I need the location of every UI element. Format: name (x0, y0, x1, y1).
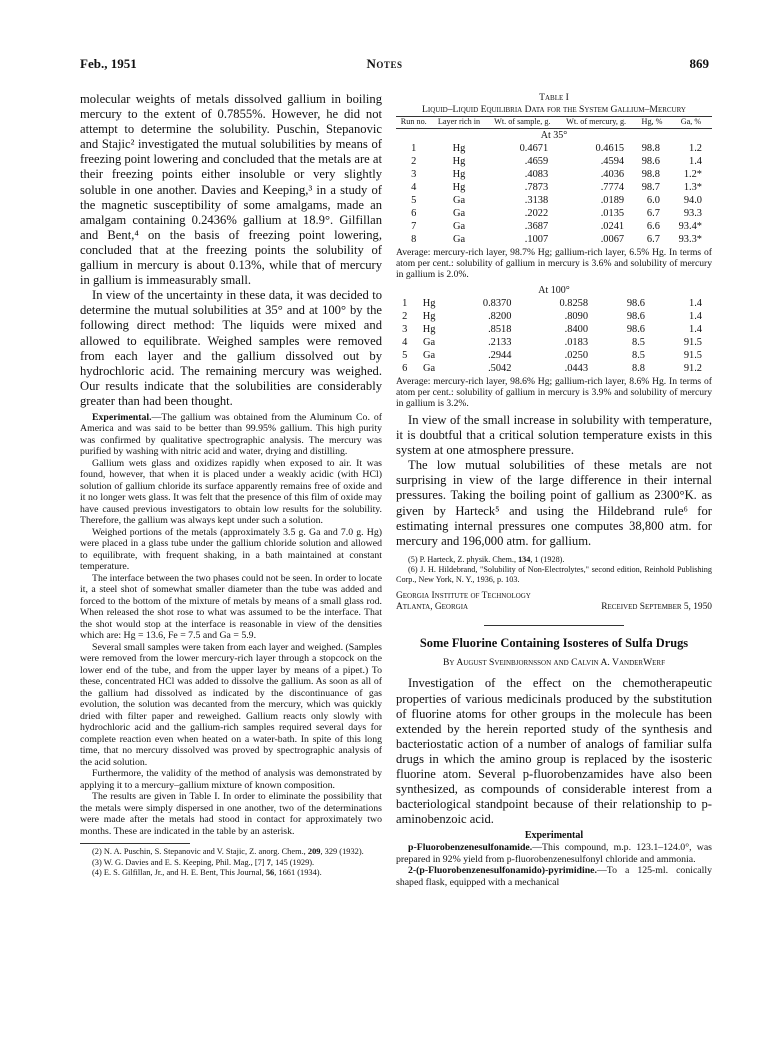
table-cell: .5042 (488, 363, 512, 374)
right-column (396, 92, 712, 888)
table-cell: 5 (411, 195, 417, 206)
table-cell: .0183 (564, 337, 589, 348)
table-header: Layer rich in (437, 117, 481, 126)
table-section-heading: At 35° (540, 130, 568, 141)
table-cell: 93.3 (683, 208, 702, 219)
table-cell: 98.6 (626, 311, 645, 322)
table-cell: .4594 (600, 156, 625, 167)
table-section-heading: At 100° (538, 285, 570, 296)
table-cell: 0.8258 (559, 298, 589, 309)
table-cell: .8200 (488, 311, 512, 322)
experimental-paragraph: Gallium wets glass and oxidizes rapidly when exposed to air. It was found, however, that when it is placed under a weakly acidic (with HCl) solution of gallium chloride its surface apparently remains free of oxide and it no longer wets glass. It was felt that the presence of this film of oxide may have caused previous investigators to obtain low results for the solubility. Therefore, the gallium was always kept under such a solution. (80, 457, 382, 527)
table-cell: .1007 (524, 234, 549, 245)
table-cell: .4036 (600, 169, 625, 180)
table-cell: 6 (402, 363, 408, 374)
table-row (396, 155, 712, 168)
table-row (396, 297, 712, 310)
table-row (396, 220, 712, 233)
footnote: (5) P. Harteck, Z. physik. Chem., 134, 1 (1928). (408, 554, 565, 564)
city: Atlanta, Georgia (396, 602, 469, 613)
table-cell: .4659 (524, 156, 549, 167)
table-cell: .2022 (524, 208, 549, 219)
solubility-table (396, 116, 712, 246)
table-cell: 91.5 (683, 350, 702, 361)
table-cell: 1.3* (683, 182, 702, 193)
footnote: (3) W. G. Davies and E. S. Keeping, Phil. Mag., [7] 7, 145 (1929). (92, 857, 315, 867)
table-cell: 98.8 (641, 169, 660, 180)
compound-paragraph: 2-(p-Fluorobenzenesulfonamido)-pyrimidine.—To a 125-ml. conically shaped flask, equipped with a mechanical (396, 865, 712, 888)
table-cell: 1.4 (689, 156, 702, 167)
article-byline: By August Sveinbjornsson and Calvin A. VanderWerf (443, 657, 665, 669)
table-cell: .0250 (564, 350, 589, 361)
table-row (396, 181, 712, 194)
compound-name: 2-(p-Fluorobenzenesulfonamido)-pyrimidine. (408, 865, 597, 877)
table-cell: .4083 (524, 169, 549, 180)
table-cell: 1 (411, 143, 417, 154)
table-cell: 98.6 (626, 298, 645, 309)
table-cell: Hg (422, 324, 436, 335)
table-cell: 7 (411, 221, 417, 232)
table-caption: Liquid–Liquid Equilibria Data for the System Gallium–Mercury (422, 104, 686, 115)
table-cell: 6.0 (646, 195, 660, 206)
table-cell: .3138 (524, 195, 549, 206)
table-cell: 2 (411, 156, 417, 167)
table-cell: 3 (411, 169, 417, 180)
table-cell: 3 (402, 324, 408, 335)
table-cell: Hg (422, 311, 436, 322)
table-cell: Ga (452, 221, 466, 232)
table-cell: .7873 (524, 182, 549, 193)
table-cell: 4 (402, 337, 408, 348)
table-row (396, 310, 712, 323)
experimental-paragraph: The results are given in Table I. In order to eliminate the possibility that the metals were simply dispersed in one another, two of the determinations were made after the metals had stood in contact for approximately two months. These are indicated in the table by an asterisk. (80, 791, 382, 837)
table-average-note: Average: mercury-rich layer, 98.6% Hg; gallium-rich layer, 8.6% Hg. In terms of atom per cent.: solubility of gallium in mercury is 3.9% and solubility of mercury in gallium is 3.2%. (396, 376, 712, 409)
solubility-table-continued (396, 284, 712, 375)
running-head-date: Feb., 1951 (80, 56, 137, 71)
table-row (396, 168, 712, 181)
table-row (396, 207, 712, 220)
table-cell: .8400 (564, 324, 589, 335)
table-cell: 1.4 (689, 298, 702, 309)
intro-paragraph: molecular weights of metals dissolved gallium in boiling mercury to the extent of 0.7855%. However, he did not attempt to determine the solubility. Puschin, Stepanovic and Stajic² investigated the mutual solubilities by means of freezing point lowering and concluded that the metals are at their freezing points either insoluble or very slightly soluble in one another. Davies and Keeping,³ in a study of the magnetic susceptibility of some amalgams, made an amalgam containing 0.2436% gallium at 18.9°. Gilfillan and Bent,⁴ on the basis of freezing point lowering, concluded that at the freezing points the solubility of gallium in mercury is about 0.13%, while that of mercury in gallium is immeasurably small. (80, 92, 382, 288)
table-cell: 91.2 (683, 363, 702, 374)
left-column (80, 92, 382, 878)
footnote: (6) J. H. Hildebrand, "Solubility of Non-Electrolytes," second edition, Reinhold Publishing Corp., New York, N. Y., 1936, p. 103. (396, 565, 712, 585)
experimental-paragraph: The interface between the two phases could not be seen. In order to locate it, a steel shot of somewhat smaller diameter than the tube was added and forced to the bottom of the mixture of metals by means of a small glass rod. When released the shot rose to what was assumed to be the interface. That the shot would stop at the interface is reasonable in view of the densities which are: Hg = 13.6, Fe = 7.5 and Ga = 5.9. (80, 572, 382, 642)
table-cell: 8 (411, 234, 417, 245)
table-header-row (396, 117, 712, 129)
experimental-paragraph: Several small samples were taken from each layer and weighed. (Samples were removed from the lower mercury-rich layer through a stopcock on the lower end of the tube, and from the upper layer by means of a pipet.) To these, concentrated HCl was added to dissolve the gallium. As soon as all of the gallium had dissolved as indicated by the discontinuance of gas evolution, the solution was decanted from the mercury, which was quickly dried with filter paper and reweighed. Gallium reacts only slowly with hydrochloric acid and the gallium-rich samples required several days for complete reaction even when heated on a water-bath. In spite of this long time, that no mercury dissolved was proved by spectrographic analysis of the acid solution. (80, 641, 382, 768)
table-row (396, 194, 712, 207)
table-cell: 1.4 (689, 311, 702, 322)
table-cell: 6.6 (646, 221, 660, 232)
table-cell: .2944 (488, 350, 512, 361)
table-label: Table I (539, 92, 569, 103)
table-cell: 8.5 (632, 337, 645, 348)
table-cell: 93.3* (678, 234, 702, 245)
table-header: Hg, % (641, 117, 663, 126)
compound-name: p-Fluorobenzenesulfonamide. (408, 842, 533, 854)
table-cell: .8090 (564, 311, 589, 322)
table-cell: .3687 (524, 221, 549, 232)
table-cell: 98.6 (626, 324, 645, 335)
table-cell: 91.5 (683, 337, 702, 348)
table-cell: Ga (452, 208, 466, 219)
footnote: (2) N. A. Puschin, S. Stepanovic and V. Stajic, Z. anorg. Chem., 209, 329 (1932). (92, 847, 364, 857)
received-date: Received September 5, 1950 (601, 602, 712, 613)
table-cell: 6.7 (646, 234, 660, 245)
table-cell: 94.0 (683, 195, 702, 206)
table-cell: .8518 (488, 324, 512, 335)
compound-paragraph: p-Fluorobenzenesulfonamide.—This compound, m.p. 123.1–124.0°, was prepared in 92% yield from p-fluorobenzenesulfonyl chloride and ammonia. (396, 842, 712, 865)
article-intro-paragraph: Investigation of the effect on the chemotherapeutic properties of various medicinals produced by the substitution of fluorine atoms for other groups in the molecule has been extended by the herein reported study of the synthesis and bacteriostatic action of a number of analogs of familiar sulfa drugs in which the amino group is replaced by the isosteric fluorine atom. Several p-fluorobenzamides have also been synthesized, as compounds of considerable interest from a bacteriological standpoint because of their relationship to p-aminobenzoic acid. (396, 676, 712, 827)
table-header: Wt. of mercury, g. (566, 117, 627, 126)
table-cell: 1.4 (689, 324, 702, 335)
table-cell: 0.4615 (595, 143, 625, 154)
table-cell: Hg (452, 182, 466, 193)
experimental-paragraph: Furthermore, the validity of the method of analysis was demonstrated by applying it to a mercury–gallium mixture of known composition. (80, 768, 382, 791)
table-section-35 (396, 129, 712, 247)
table-cell: Ga (423, 350, 436, 361)
table-row (396, 362, 712, 375)
table-cell: 4 (411, 182, 417, 193)
affiliation-row (396, 602, 712, 613)
experimental-heading: Experimental (524, 830, 584, 842)
table-cell: 0.8370 (482, 298, 512, 309)
table-cell: .7774 (600, 182, 625, 193)
table-cell: 6 (411, 208, 417, 219)
right-footnotes (396, 555, 712, 586)
table-cell: Hg (452, 169, 466, 180)
table-cell: 5 (402, 350, 408, 361)
table-cell: 1.2* (683, 169, 702, 180)
table-header: Ga, % (680, 117, 702, 126)
table-cell: .2133 (488, 337, 512, 348)
table-row (396, 323, 712, 336)
table-header: Wt. of sample, g. (494, 117, 551, 126)
table-cell: 93.4* (678, 221, 702, 232)
table-cell: .0443 (564, 363, 589, 374)
discussion-paragraph: In view of the small increase in solubility with temperature, it is doubtful that a critical solution temperature exists in this system at one atmosphere pressure. (396, 413, 712, 458)
table-header: Run no. (400, 117, 427, 126)
table-cell: .0241 (600, 221, 625, 232)
table-cell: 98.8 (641, 143, 660, 154)
table-row (396, 142, 712, 155)
table-cell: Ga (452, 195, 466, 206)
table-cell: 98.6 (641, 156, 660, 167)
table-average-note: Average: mercury-rich layer, 98.7% Hg; gallium-rich layer, 6.5% Hg. In terms of atom per cent.: solubility of gallium in mercury is 3.6% and solubility of mercury in gallium is 2.0%. (396, 247, 712, 280)
experimental-paragraph: Weighed portions of the metals (approximately 3.5 g. Ga and 7.0 g. Hg) were placed in a glass tube under the gallium chloride solution and allowed to equilibrate, with frequent shaking, in a bath maintained at constant temperature. (80, 526, 382, 573)
experimental-paragraph (80, 412, 382, 458)
table-cell: .0067 (600, 234, 625, 245)
table-cell: Ga (423, 337, 436, 348)
table-cell: .0189 (600, 195, 625, 206)
table-cell: Hg (452, 156, 466, 167)
table-cell: Ga (452, 234, 466, 245)
table-cell: 8.5 (632, 350, 645, 361)
experimental-label: Experimental. (92, 411, 152, 423)
table-cell: Hg (452, 143, 466, 154)
table-cell: 98.7 (641, 182, 660, 193)
discussion-paragraph: The low mutual solubilities of these metals are not surprising in view of the large difference in their internal pressures. Taking the boiling point of gallium as 2300°K. as given by Harteck⁵ and using the Hildebrand rule⁶ for estimating internal pressures one computes 38,800 atm. for mercury and 196,000 atm. for gallium. (396, 458, 712, 548)
article-separator (484, 625, 624, 626)
table-cell: .0135 (600, 208, 625, 219)
table-cell: Ga (423, 363, 436, 374)
table-cell: Hg (422, 298, 436, 309)
table-cell: 1 (402, 298, 408, 309)
table-section-100 (396, 284, 712, 375)
affiliation: Georgia Institute of Technology (396, 591, 531, 602)
table-cell: 2 (402, 311, 408, 322)
table-cell: 1.2 (689, 143, 702, 154)
experimental-text: —The gallium was obtained from the Aluminum Co. of America and was said to be better than 99.95% gallium. This high purity was confirmed by qualitative spectrographic analysis. The mercury was purified by washing with nitric acid and water, drying and distilling. (80, 411, 382, 458)
running-head-section: Notes (366, 56, 403, 71)
page-number: 869 (689, 56, 709, 71)
table-cell: 0.4671 (519, 143, 549, 154)
table-row (396, 233, 712, 246)
table-cell: 8.8 (632, 363, 645, 374)
method-paragraph: In view of the uncertainty in these data, it was decided to determine the mutual solubilities at 35° and at 100° by the following direct method: The liquids were mixed and allowed to equilibrate. Weighed samples were removed from each layer and the gallium dissolved out by hydrochloric acid. The remaining mercury was weighed. Our results indicate that the solubilities are considerably greater than had been thought. (80, 288, 382, 408)
footnote-divider (80, 843, 190, 844)
table-row (396, 349, 712, 362)
footnote: (4) E. S. Gilfillan, Jr., and H. E. Bent, This Journal, 56, 1661 (1934). (92, 867, 322, 877)
table-cell: 6.7 (646, 208, 660, 219)
article-title: Some Fluorine Containing Isosteres of Sulfa Drugs (419, 636, 689, 651)
table-row (396, 336, 712, 349)
